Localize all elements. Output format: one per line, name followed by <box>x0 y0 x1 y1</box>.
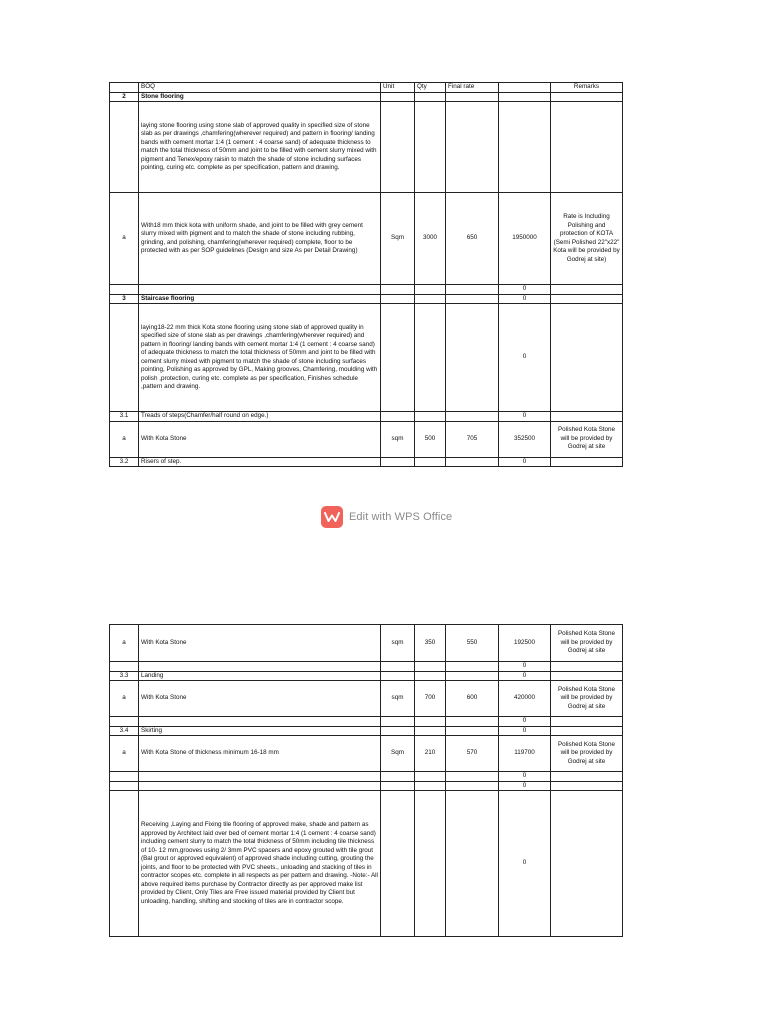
header-remarks: Remarks <box>551 83 623 93</box>
item-rate: 650 <box>446 193 499 285</box>
item-remarks: Polished Kota Stone will be provided by Godrej at site <box>551 736 623 772</box>
item-description: With Kota Stone <box>139 421 381 457</box>
item-qty: 700 <box>415 681 446 717</box>
item-amount: 0 <box>499 294 551 304</box>
header-qty: Qty <box>415 83 446 93</box>
item-amount: 1950000 <box>499 193 551 285</box>
item-description: Skirting <box>139 726 381 736</box>
blank-row <box>110 717 623 727</box>
item-unit: sqm <box>381 625 415 662</box>
item-qty: 210 <box>415 736 446 772</box>
header-boq: BOQ <box>139 83 381 93</box>
item-amount: 119700 <box>499 736 551 772</box>
item-qty: 500 <box>415 421 446 457</box>
item-number: 3.1 <box>110 412 139 422</box>
item-number: 3.3 <box>110 671 139 681</box>
item-row-risers-kota <box>110 625 623 662</box>
item-description: With Kota Stone of thickness minimum 16-18 mm <box>139 736 381 772</box>
item-description: With Kota Stone <box>139 681 381 717</box>
item-rate: 570 <box>446 736 499 772</box>
subsection-row-treads <box>110 412 623 422</box>
item-qty: 350 <box>415 625 446 662</box>
item-description: Treads of steps(Chamfer/half round on edge.) <box>139 412 381 422</box>
item-description: laying18-22 mm thick Kota stone flooring using stone slab of approved quality in specified size of stone slab as per drawings ,chamfering(wherever required) and pattern in flooring/ landing bands with cement mortar 1:4 (1 cement : 4 coarse sand) of adequate thickness to match the total thickness of 50mm and joint to be filled with cement slurry mixed with pigment to match the shade of stone including surfaces pointing, Polishing as approved by GPL, Making grooves, Chamfering, moulding with polish ,protection, curing etc. complete as per specification, Finishes schedule ,pattern and drawing. <box>139 304 381 412</box>
boq-table-top <box>109 82 623 467</box>
item-row-skirting-kota <box>110 736 623 772</box>
item-number: 3.4 <box>110 726 139 736</box>
header-row <box>110 83 623 93</box>
section-row-staircase-flooring <box>110 294 623 304</box>
item-description: Receiving ,Laying and Fixing tile flooring of approved make, shade and pattern as approved by Architect laid over bed of cement mortar 1:4 (1 cement : 4 coarse sand) including cement slurry to match the total thickness of 50mm including tile thickness of 10- 12 mm,grooves using 2/ 3mm PVC spacers and epoxy grouted with tile grout (Bal grout or approved equivalent) of approved shade including cutting, grouting the joints, and floor to be protected with PVC sheets., unloading and stacking of tiles in contractor scopes etc. complete in all respects as per pattern and drawing. -Note:- All above required items purchase by Contractor directly as per approved make list provided by Client, Only Tiles are Free issued material provided by Client but unloading, handling, shifting and stocking of tiles are in contractor scope. <box>139 791 381 937</box>
item-number: a <box>110 681 139 717</box>
item-remarks: Rate is Including Polishing and protection of KOTA (Semi Polished 22"x22" Kota will be provided by Godrej at site) <box>551 193 623 285</box>
subsection-row-landing <box>110 671 623 681</box>
header-amount <box>499 83 551 93</box>
wps-watermark-text: Edit with WPS Office <box>349 511 453 523</box>
header-unit: Unit <box>381 83 415 93</box>
item-number: a <box>110 736 139 772</box>
item-unit: Sqm <box>381 193 415 285</box>
item-row-landing-kota <box>110 681 623 717</box>
item-amount: 0 <box>499 772 551 782</box>
item-amount: 0 <box>499 781 551 791</box>
item-amount: 0 <box>499 717 551 727</box>
item-description: Risers of step. <box>139 457 381 467</box>
section-title: Stone flooring <box>139 92 381 102</box>
description-row <box>110 102 623 193</box>
item-remarks: Polished Kota Stone will be provided by Godrej at site <box>551 625 623 662</box>
item-amount: 0 <box>499 457 551 467</box>
section-row-stone-flooring <box>110 92 623 102</box>
item-description: Landing <box>139 671 381 681</box>
blank-row <box>110 285 623 295</box>
item-qty: 3000 <box>415 193 446 285</box>
boq-table-bottom <box>109 624 623 937</box>
description-row-tile-flooring <box>110 791 623 937</box>
item-amount: 0 <box>499 671 551 681</box>
description-row <box>110 304 623 412</box>
item-unit: Sqm <box>381 736 415 772</box>
item-number: a <box>110 193 139 285</box>
item-rate: 600 <box>446 681 499 717</box>
wps-watermark <box>321 506 452 528</box>
header-final-rate: Final rate <box>446 83 499 93</box>
item-number: 2 <box>110 92 139 102</box>
item-rate: 705 <box>446 421 499 457</box>
item-amount: 420000 <box>499 681 551 717</box>
item-unit: sqm <box>381 681 415 717</box>
item-description: laying stone flooring using stone slab of approved quality in specified size of stone slab as per drawings ,chamfering(wherever required) and pattern in flooring/ landing bands with cement mortar 1:4 (1 cement : 4 coarse sand) of adequate thickness to match the total thickness of 50mm and joint to be filled with cement slurry mixed with pigment and Tenex/epoxy raisin to match the shade of stone including surfaces pointing, curing etc. complete as per specification, pattern and drawing. <box>139 102 381 193</box>
item-description: With Kota Stone <box>139 625 381 662</box>
subsection-row-risers <box>110 457 623 467</box>
item-number: a <box>110 421 139 457</box>
item-amount: 0 <box>499 662 551 672</box>
item-description: With18 mm thick kota with uniform shade, and joint to be filled with grey cement slurry mixed with pigment and to match the shade of stone including rubbing, grinding, and polishing, chamfering(wherever required) complete, floor to be protected with as per SOP guidelines (Design and size As per Detail Drawing) <box>139 193 381 285</box>
item-rate: 550 <box>446 625 499 662</box>
item-amount: 192500 <box>499 625 551 662</box>
item-number: 3 <box>110 294 139 304</box>
blank-row <box>110 772 623 782</box>
item-amount: 0 <box>499 304 551 412</box>
item-row-kota-18mm <box>110 193 623 285</box>
item-number: a <box>110 625 139 662</box>
item-unit: sqm <box>381 421 415 457</box>
item-remarks: Polished Kota Stone will be provided by Godrej at site <box>551 681 623 717</box>
item-amount: 0 <box>499 726 551 736</box>
item-amount: 352500 <box>499 421 551 457</box>
blank-row <box>110 662 623 672</box>
item-amount: 0 <box>499 412 551 422</box>
item-number: 3.2 <box>110 457 139 467</box>
item-row-treads-kota <box>110 421 623 457</box>
item-amount: 0 <box>499 285 551 295</box>
subsection-row-skirting <box>110 726 623 736</box>
item-remarks: Polished Kota Stone will be provided by Godrej at site <box>551 421 623 457</box>
item-amount: 0 <box>499 791 551 937</box>
blank-row <box>110 781 623 791</box>
section-title: Staircase flooring <box>139 294 381 304</box>
wps-logo-icon <box>321 506 343 528</box>
header-no <box>110 83 139 93</box>
